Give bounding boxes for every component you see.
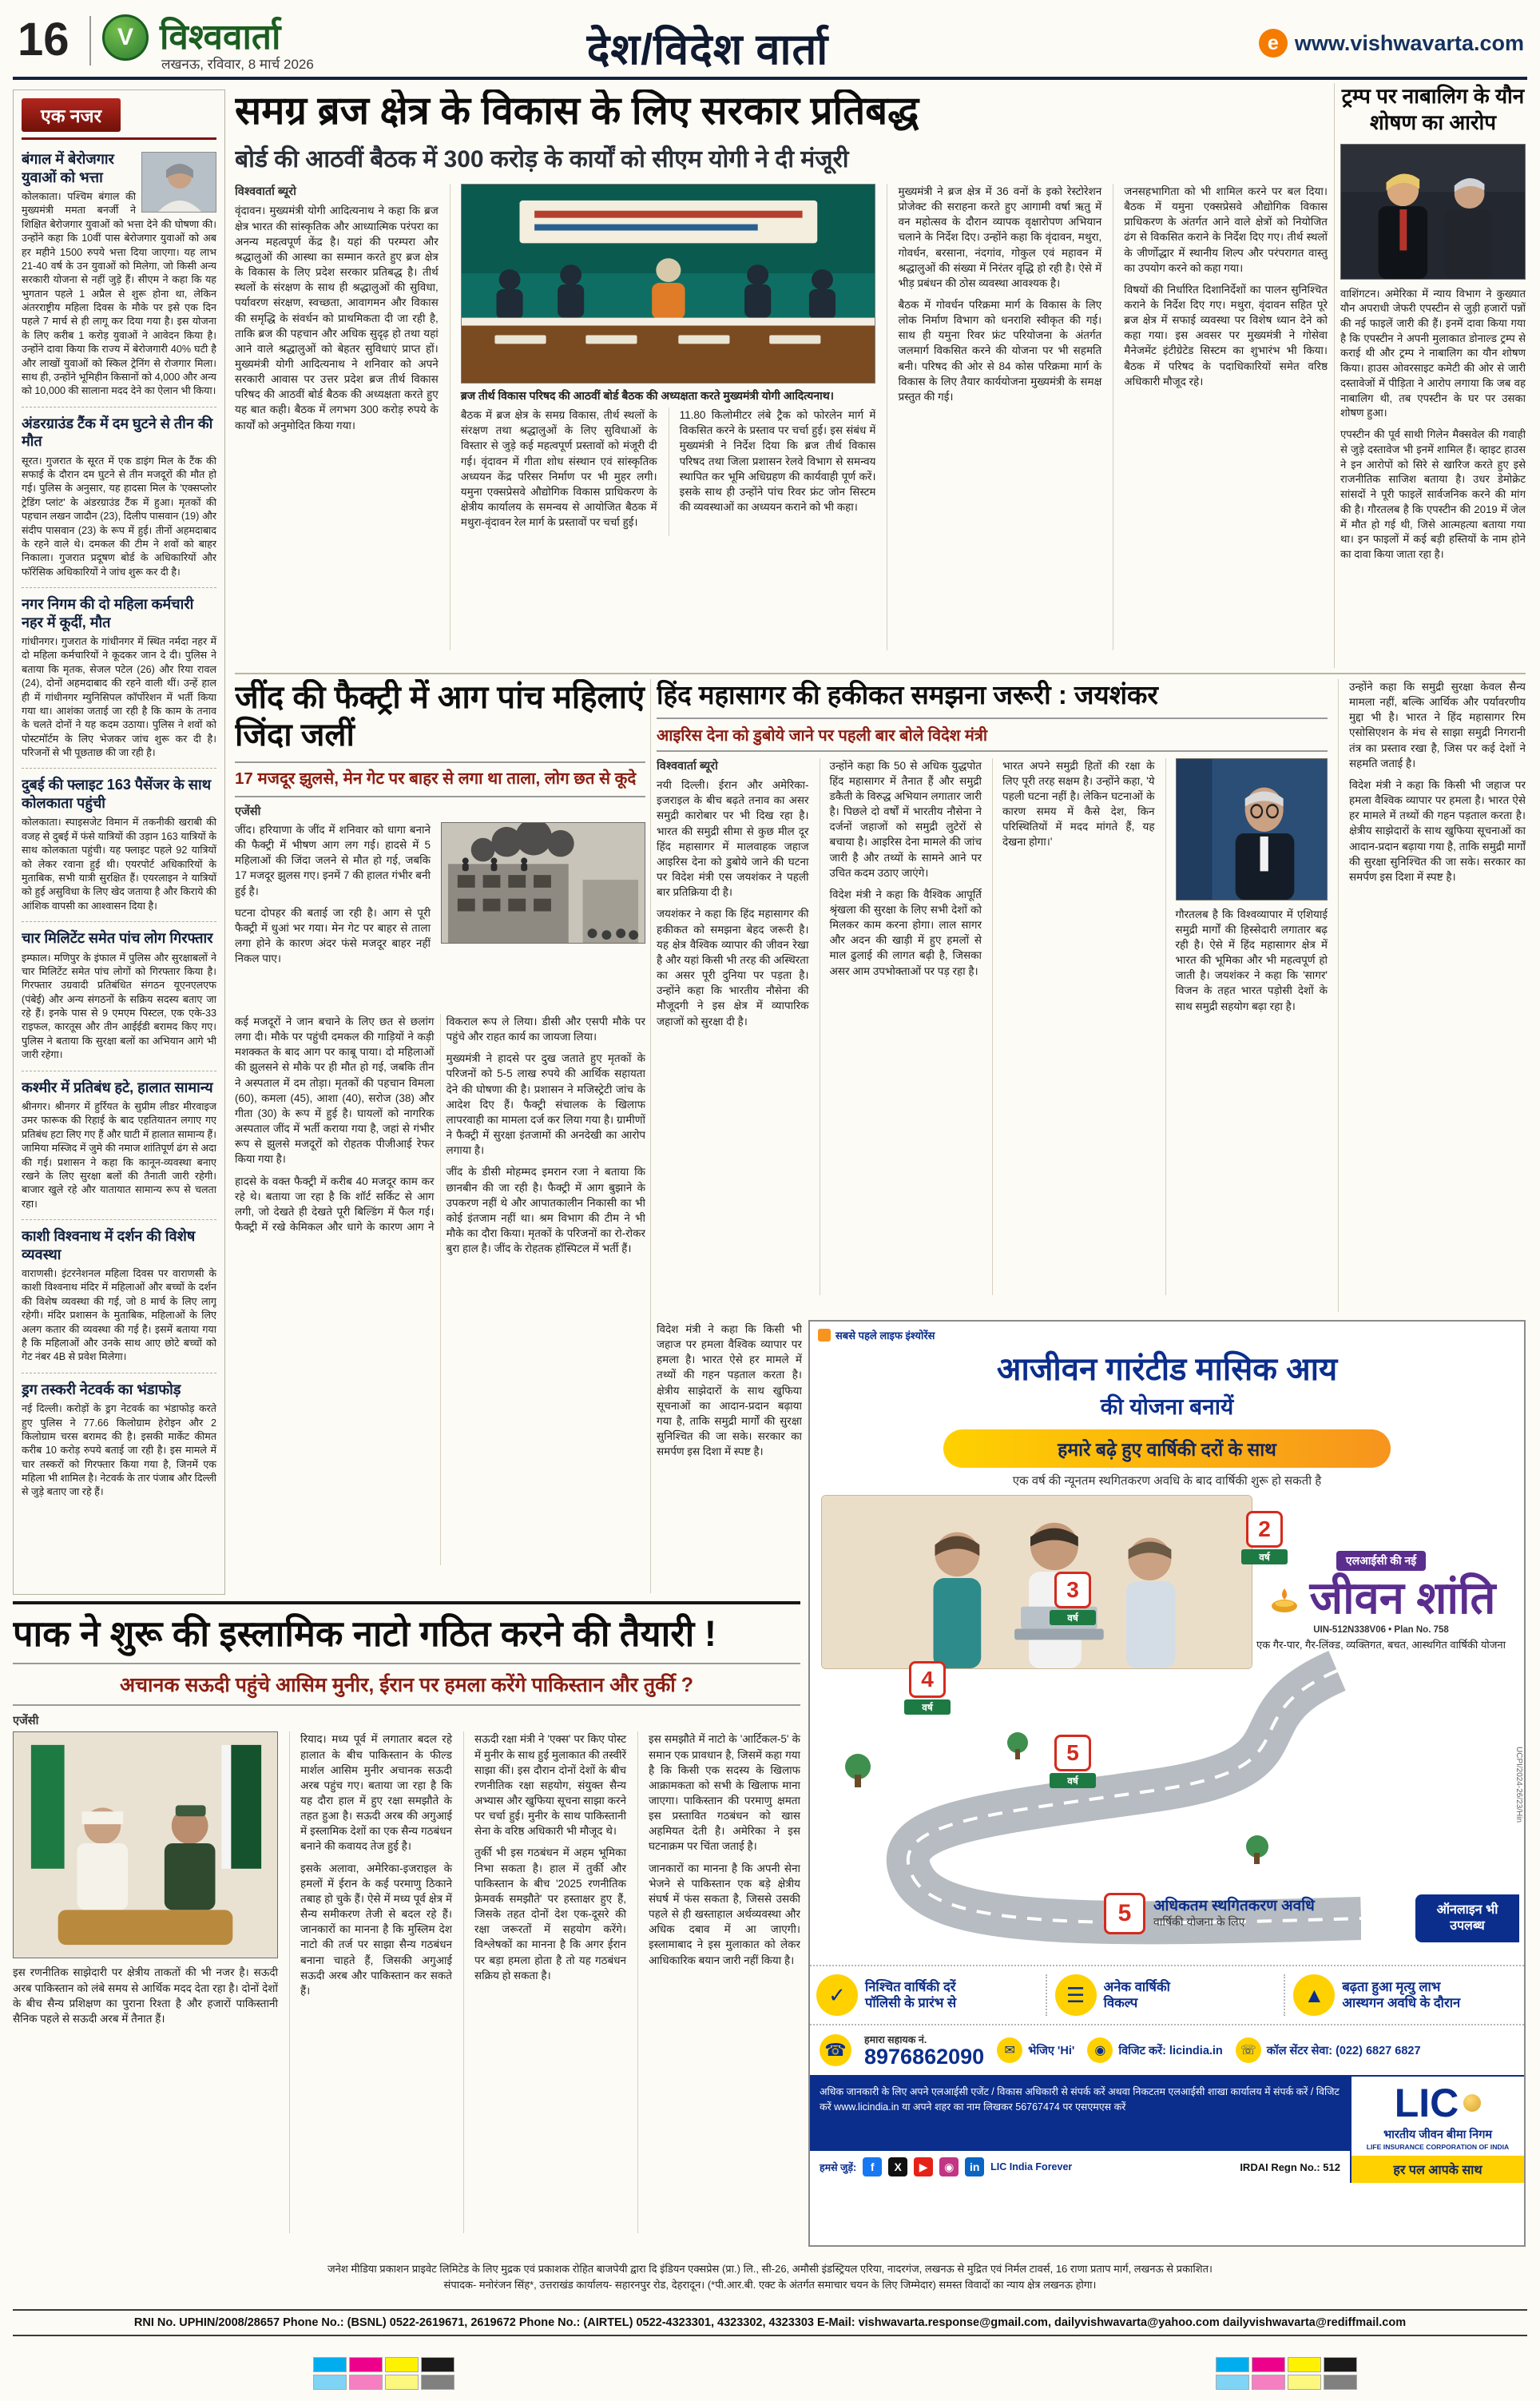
visit-text: विजिट करें: licindia.in xyxy=(1118,2045,1223,2057)
body-text: जींद। हरियाणा के जींद में शनिवार को धागा बनाने की फैक्ट्री में भीषण आग लग गई। हादसे में 5 महिलाओं की जिंदा जलने से मौत हो गई, जबकि 17 मजदूर झुलस गए। इनमें 7 की हालत गंभीर बनी हुई है। xyxy=(235,824,431,897)
article-column xyxy=(887,184,1101,650)
lic-max-deferment xyxy=(1104,1893,1344,1934)
death-benefit-icon: ▲ xyxy=(1293,1974,1335,2016)
one-glance-column xyxy=(13,89,225,1595)
jaishankar-photo xyxy=(1176,758,1328,900)
lic-subnote: एक वर्ष की न्यूनतम स्थगितकरण अवधि के बाद वार्षिकी शुरू हो सकती है xyxy=(1012,1474,1322,1488)
lic-brand-english: LIFE INSURANCE CORPORATION OF INDIA xyxy=(1366,2143,1510,2151)
lic-ad-headline2: की योजना बनायें xyxy=(1100,1394,1234,1419)
byline: विश्ववार्ता ब्यूरो xyxy=(235,185,296,198)
body-text: रियाद। मध्य पूर्व में लगातार बदल रहे हालात के बीच पाकिस्तान के फील्ड मार्शल आसिम मुनीर अचानक सऊदी अरब पहुंच गए। बताया जा रहा है कि यह दौरा हाल में हुए रक्षा समझौते के तहत हुआ है। सऊदी अरब की अगुआई में इस्लामिक देशों का एक सैन्य गठबंधन बनाने की कवायद तेज हुई है। xyxy=(300,1733,452,1853)
brief-body: श्रीनगर। श्रीनगर में हुर्रियत के सुप्रीम लीडर मीरवाइज उमर फारूक की रिहाई के बाद एहतियातन लगाए गए प्रतिबंध हटा लिए गए हैं और घाटी में हालात सामान्य हैं। जामिया मस्जिद में जुमे की नमाज शांतिपूर्ण ढंग से अदा की गई। प्रशासन ने कहा कि कानून-व्यवस्था बनाए रखने के लिए सुरक्षा बलों की तैनाती जारी रहेगी। बाजार खुले रहे और यातायात सामान्य रूप से चलता रहा। xyxy=(22,1101,216,1210)
brief-body: सूरत। गुजरात के सूरत में एक डाइंग मिल के टैंक की सफाई के दौरान दम घुटने से तीन मजदूरों की मौत हो गई। पुलिस के अनुसार, यह हादसा मिल के 'एक्सप्लोर ट्रेडिंग प्लांट' के अंडरग्राउंड टैंक में हुआ। मृतकों की पहचान लखन जादौन (23), दिलीप पासवान (19) और संदीप पासवान (23) के रूप में हुई। तीनों अहमदाबाद के रहने वाले थे। दमकल की टीम ने शवों को बाहर निकाला। गुजरात प्रदूषण बोर्ड के अधिकारियों और फॉरेंसिक अधिकारियों ने जांच शुरू कर दी है। xyxy=(22,455,216,578)
news-brief-item xyxy=(22,143,216,407)
jind-article-columns xyxy=(235,1014,645,1565)
article-column xyxy=(657,758,809,1295)
pak-subheadline: अचानक सऊदी पहुंचे आसिम मुनीर, ईरान पर हमला करेंगे पाकिस्तान और तुर्की ? xyxy=(13,1663,800,1706)
feature-line1: निश्चित वार्षिकी दरें xyxy=(865,1979,956,1994)
pak-nato-article xyxy=(13,1601,800,2248)
website-icon: e xyxy=(1259,29,1288,58)
divider xyxy=(650,679,651,1593)
article-column xyxy=(820,758,982,1295)
lic-ad-footer xyxy=(810,2075,1524,2183)
body-text: सऊदी रक्षा मंत्री ने 'एक्स' पर किए पोस्ट में मुनीर के साथ हुई मुलाकात की तस्वीरें साझा कीं। इस दौरान दोनों देशों के बीच रणनीतिक रक्षा सहयोग, संयुक्त सैन्य अभ्यास और खुफिया सूचना साझा करने पर चर्चा हुई। मुनीर के साथ पाकिस्तानी सेना के वरिष्ठ अधिकारी भी मौजूद थे। xyxy=(474,1733,626,1838)
brief-body: कोलकाता। पश्चिम बंगाल की मुख्यमंत्री ममता बनर्जी ने शिक्षित बेरोजगार युवाओं को भत्ता देने की घोषणा की। उन्होंने कहा कि 10वीं पास बेरोजगार युवाओं को अब हर महीने 1500 रुपये भत्ता दिया जाएगा। यह लाभ 21-40 वर्ष के उन युवाओं को मिलेगा, जो किसी अन्य सरकारी योजना से नहीं जुड़े हैं। सीएम ने कहा कि यह भुगतान पहले 1 अप्रैल से शुरू होना था, लेकिन अंतरराष्ट्रीय महिला दिवस के मौके पर इसे एक दिन पहले 7 मार्च से ही लागू कर दिया गया है। इस योजना के लिए करीब 1 करोड़ युवाओं ने आवेदन किया है। उन्होंने दावा किया कि राज्य में बेरोजगारी 40% घटी है और लाखों युवाओं को स्किल ट्रेनिंग से रोजगार मिला। साथ ही, उन्होंने भूमिहीन किसानों को 4,000 और अन्य को 10,000 की सालाना मदद देने का ऐलान भी किया। xyxy=(22,191,216,397)
sms-icon: ✉ xyxy=(997,2037,1022,2063)
marker-label: वर्ष xyxy=(1241,1549,1288,1564)
feature-line1: बढ़ता हुआ मृत्यु लाभ xyxy=(1342,1979,1441,1994)
irdai-regn: IRDAI Regn No.: 512 xyxy=(1240,2161,1340,2173)
visit-block xyxy=(1087,2037,1222,2063)
lic-features-row xyxy=(810,1965,1524,2025)
jaishankar-subheadline: आइरिस देना को डुबोये जाने पर पहली बार बोले विदेश मंत्री xyxy=(657,718,1328,752)
jaishankar-headline: हिंद महासागर की हकीकत समझना जरूरी : जयशंकर xyxy=(657,680,1158,710)
article-column xyxy=(463,1731,626,2233)
lic-side-code: UCPI/2024-26/23/Hin xyxy=(1514,1746,1523,1823)
diya-lamp-icon xyxy=(1267,1580,1302,1616)
body-text: उन्होंने कहा कि समुद्री सुरक्षा केवल सैन्य मामला नहीं, बल्कि आर्थिक और पर्यावरणीय मुद्दा भी है। भारत ने हिंद महासागर रिम एसोसिएशन के मंच से साझा समुद्री निगरानी तंत्र का प्रस्ताव रखा है, जिस पर कई देशों ने सहमति जताई है। xyxy=(1349,681,1526,769)
call-centre-text: कॉल सेंटर सेवा: (022) 6827 6827 xyxy=(1266,2045,1421,2057)
brief-headline: अंडरग्राउंड टैंक में दम घुटने से तीन की मौत xyxy=(22,415,213,450)
road-year-marker xyxy=(904,1661,951,1715)
article-column xyxy=(461,407,657,536)
lic-product-type: एक गैर-पार, गैर-लिंक्ड, व्यक्तिगत, बचत, आस्थगित वार्षिकी योजना xyxy=(1256,1639,1506,1651)
news-brief-item xyxy=(22,1220,216,1373)
body-text: नयी दिल्ली। ईरान और अमेरिका-इजराइल के बीच बढ़ते तनाव का असर समुद्री कारोबार पर भी दिख रहा है। भारत की समुद्री सीमा से कुछ मील दूर हिंद महासागर में मालवाहक जहाज आइरिस देना को डुबोये जाने की घटना पर विदेश मंत्री एस जयशंकर ने पहली बार प्रतिक्रिया दी है। xyxy=(657,779,809,899)
article-photo-column xyxy=(450,184,876,650)
byline: एजेंसी xyxy=(13,1715,39,1728)
fixed-rates-icon: ✓ xyxy=(816,1974,858,2016)
call-centre-block xyxy=(1236,2037,1421,2063)
body-text: इस रणनीतिक साझेदारी पर क्षेत्रीय ताकतों की भी नजर है। सऊदी अरब पाकिस्तान को लंबे समय से आर्थिक मदद देता रहा है। दोनों देशों के बीच सैन्य प्रशिक्षण का पुराना रिश्ता है और हजारों पाकिस्तानी सैनिक पहले से सऊदी अरब में तैनात हैं। xyxy=(13,1966,278,2025)
edition-dateline: लखनऊ, रविवार, 8 मार्च 2026 xyxy=(161,57,314,72)
divider xyxy=(1334,83,1335,668)
article-photo-column xyxy=(13,1731,278,2233)
brief-headline: चार मिलिटेंट समेत पांच लोग गिरफ्तार xyxy=(22,930,213,946)
one-glance-title: एक नजर xyxy=(22,98,121,132)
lic-advertisement xyxy=(808,1320,1526,2247)
body-text: इसके अलावा, अमेरिका-इजराइल के हमलों में ईरान के कई परमाणु ठिकाने तबाह हो चुके हैं। ऐसे में मध्य पूर्व क्षेत्र में सैन्य समीकरण तेजी से बदल रहे हैं। जानकारों का मानना है कि मुस्लिम देश नाटो की तर्ज पर साझा सैन्य गठबंधन बनाना चाहते हैं, जिसकी अगुआई सऊदी अरब और पाकिस्तान कर सकते हैं। xyxy=(300,1862,452,1997)
article-column xyxy=(1338,679,1526,1312)
max-deferment-line2: वार्षिकी योजना के लिए xyxy=(1153,1915,1245,1929)
lic-campaign-badge xyxy=(818,1328,935,1342)
feature-line2: पॉलिसी के प्रारंभ से xyxy=(865,1996,957,2010)
news-brief-item xyxy=(22,1071,216,1221)
lic-contact-row xyxy=(810,2025,1524,2075)
body-text: एपस्टीन की पूर्व साथी गिलेन मैक्सवेल की गवाही से जुड़े दस्तावेज भी इनमें शामिल हैं। व्हाइट हाउस ने इन आरोपों को सिरे से खारिज करते हुए इसे राजनीतिक साजिश बताया है। उधर डेमोक्रेट सांसदों ने पूरी फाइलें सार्वजनिक करने की मांग की है। गौरतलब है कि एपस्टीन की 2019 में जेल में मौत हो गई थी, जिसे आत्महत्या बताया गया था। इन फाइलों में कई बड़ी हस्तियों के नाम होने का दावा किया जाता रहा है। xyxy=(1340,428,1526,561)
brief-headline: ड्रग तस्करी नेटवर्क का भंडाफोड़ xyxy=(22,1381,181,1397)
article-column xyxy=(1113,184,1328,650)
sms-text: भेजिए 'Hi' xyxy=(1028,2045,1075,2057)
body-text: जयशंकर ने कहा कि हिंद महासागर की हकीकत को समझना बेहद जरूरी है। यह क्षेत्र वैश्विक व्यापार की जीवन रेखा है और यहां किसी भी तरह की अस्थिरता का असर पूरी दुनिया पर पड़ता है। उन्होंने कहा कि भारतीय नौसेना की मौजूदगी ने इस क्षेत्र में व्यापारिक जहाजों को सुरक्षा दी है। xyxy=(657,908,809,1028)
phone-icon: ☎ xyxy=(820,2034,851,2066)
body-text: जानकारों का मानना है कि अपनी सेना भेजने से पाकिस्तान एक बड़े क्षेत्रीय संघर्ष में फंस सकता है, जिससे उसकी पहले से ही खस्ताहाल अर्थव्यवस्था और अधिक दबाव में आ जाएगी। इस्लामाबाद ने इस मुलाकात को लेकर आधिकारिक बयान जारी नहीं किया है। xyxy=(649,1862,800,1966)
main-headline: समग्र ब्रज क्षेत्र के विकास के लिए सरकार प्रतिबद्ध xyxy=(235,89,919,133)
main-article-photo xyxy=(461,184,876,384)
photo-caption: ब्रज तीर्थ विकास परिषद की आठवीं बोर्ड बैठक की अध्यक्षता करते मुख्यमंत्री योगी आदित्यनाथ। xyxy=(460,388,834,402)
page-number: 16 xyxy=(18,14,69,66)
jaishankar-article-main xyxy=(657,679,1328,1312)
lic-online-ribbon: ऑनलाइन भी उपलब्ध xyxy=(1415,1894,1519,1942)
news-brief-item xyxy=(22,407,216,588)
lic-family-photo xyxy=(821,1495,1252,1669)
body-text: मुख्यमंत्री ने ब्रज क्षेत्र में 36 वनों के इको रेस्टोरेशन प्रोजेक्ट की सराहना करते हुए आगामी वर्षा ऋतु में वन महोत्सव के दौरान व्यापक वृक्षारोपण अभियान चलाने के निर्देश दिए। उन्होंने कहा कि वृंदावन, मथुरा, गोवर्धन, बरसाना, नंदगांव, गोकुल एवं महावन में श्रद्धालुओं की संख्या में निरंतर वृद्धि हो रही है। ऐसे में भीड़ प्रबंधन की ठोस व्यवस्था आवश्यक है। xyxy=(898,185,1102,289)
body-text: वाशिंगटन। अमेरिका में न्याय विभाग ने कुख्यात यौन अपराधी जेफरी एपस्टीन से जुड़ी हजारों पन्नों की नई फाइलें जारी की हैं। इनमें दावा किया गया है कि एपस्टीन ने अपनी मुलाकात डोनाल्ड ट्रम्प से कराई थी और ट्रम्प ने नाबालिग का यौन शोषण किया। हाउस ओवरसाइट कमेटी की ओर से जारी दस्तावेजों में पीड़िता ने आरोप लगाया कि जब वह नाबालिग थी, तब एपस्टीन के घर पर उसका शोषण हुआ। xyxy=(1340,287,1526,419)
brief-headline: नगर निगम की दो महिला कर्मचारी नहर में कूदीं, मौत xyxy=(22,596,194,630)
helpline-block xyxy=(864,2033,984,2068)
brief-body: इम्फाल। मणिपुर के इंफाल में पुलिस और सुरक्षाबलों ने चार मिलिटेंट समेत पांच लोगों को गिरफ्तार किया है। गिरफ्तार उग्रवादी प्रतिबंधित संगठन यूएनएलएफ (पंबेई) और अन्य संगठनों के सक्रिय सदस्य बताए जा रहे हैं। इनके पास से 9 एमएम पिस्टल, एक एके-33 राइफल, कारतूस और तीन आईईडी बरामद किए गए। पुलिस ने बताया कि सुरक्षा बलों का अभियान आगे भी जारी रहेगा। xyxy=(22,952,216,1061)
lic-brand-hindi: भारतीय जीवन बीमा निगम xyxy=(1383,2129,1493,2141)
body-text: जींद के डीसी मोहम्मद इमरान रजा ने बताया कि छानबीन की जा रही है। फैक्ट्री में आग बुझाने के उपकरण नहीं थे और आपातकालीन निकासी का भी कोई इंतजाम नहीं था। श्रम विभाग की टीम ने भी मौके का दौरा किया। मृतकों के परिजनों का रो-रोकर बुरा हाल है। जींद के रोहतक हॉस्पिटल में भर्ती हैं। xyxy=(446,1166,645,1255)
social-handle: LIC India Forever xyxy=(990,2161,1073,2172)
body-text: इस समझौते में नाटो के 'आर्टिकल-5' के समान एक प्रावधान है, जिसमें कहा गया है कि किसी एक सदस्य के खिलाफ आक्रामकता को सभी के खिलाफ माना जाएगा। पाकिस्तान की परमाणु क्षमता इस प्रस्तावित गठबंधन को खास अहमियत देती है। अमेरिका ने इस घटनाक्रम पर चिंता जताई है। xyxy=(649,1733,800,1853)
lic-product-name: जीवन शांति xyxy=(1309,1572,1496,1623)
divider xyxy=(22,137,216,140)
x-twitter-icon: X xyxy=(888,2157,907,2176)
body-text: मुख्यमंत्री ने हादसे पर दुख जताते हुए मृतकों के परिजनों को 5-5 लाख रुपये की आर्थिक सहायता देने की घोषणा की है। प्रशासन ने मजिस्ट्रेटी जांच के आदेश दिए हैं। फैक्ट्री संचालक के खिलाफ लापरवाही का मामला दर्ज कर लिया गया है। ग्रामीणों ने फैक्ट्री में सुरक्षा इंतजामों की अनदेखी का आरोप लगाया है। xyxy=(446,1052,645,1157)
brief-headline: बंगाल में बेरोजगार युवाओं को भत्ता xyxy=(22,151,114,185)
lic-tagline: हर पल आपके साथ xyxy=(1351,2156,1524,2183)
feature-line1: अनेक वार्षिकी xyxy=(1103,1979,1170,1994)
body-text: भारत अपने समुद्री हितों की रक्षा के लिए पूरी तरह सक्षम है। उन्होंने कहा, 'ये पहली घटना नहीं है। लेकिन घटनाओं के कारण समय में कैसे देश, किन परिस्थितियों में मदद मांगते हैं, यह देखना होगा।' xyxy=(1002,759,1155,849)
imprint-line2: संपादक- मनोरंजन सिंह*, उत्तराखंड कार्यालय- सहारनपुर रोड, देहरादून। (*पी.आर.बी. एक्ट के अंतर्गत समाचार चयन के लिए जिम्मेदार) समस्त विवादों का न्याय क्षेत्र लखनऊ होगा। xyxy=(443,2279,1097,2292)
lic-rates-banner: हमारे बढ़े हुए वार्षिकी दरों के साथ xyxy=(943,1429,1391,1468)
main-subheadline: बोर्ड की आठवीं बैठक में 300 करोड़ के कार्यों को सीएम योगी ने दी मंजूरी xyxy=(235,145,849,173)
article-photo-column xyxy=(1165,758,1328,1295)
jind-factory-fire-photo xyxy=(441,822,645,944)
road-year-marker xyxy=(1050,1572,1096,1625)
feature-line2: आस्थगन अवधि के दौरान xyxy=(1342,1996,1461,2010)
website-globe-icon: ◉ xyxy=(1087,2037,1113,2063)
follow-label: हमसे जुड़ें: xyxy=(820,2161,857,2173)
jind-headline: जींद की फैक्ट्री में आग पांच महिलाएं जिंदा जलीं xyxy=(235,680,645,753)
masthead-title: विश्ववार्ता xyxy=(160,18,281,57)
divider xyxy=(235,673,1526,674)
article-column xyxy=(637,1731,800,2233)
body-text: गौरतलब है कि विश्वव्यापार में एशियाई समुद्री मार्गों की हिस्सेदारी लगातार बढ़ रही है। ऐसे में हिंद महासागर क्षेत्र में भारत की भूमिका और भी महत्वपूर्ण हो जाती है। जयशंकर ने कहा कि 'सागर' विजन के तहत भारत पड़ोसी देशों के साथ समुद्री सहयोग बढ़ा रहा है। xyxy=(1175,908,1328,1012)
lic-info-line: अधिक जानकारी के लिए अपने एलआईसी एजेंट / विकास अधिकारी से संपर्क करें अथवा निकटतम एलआईसी शाखा कार्यालय में संपर्क करें / विजिट करें www.licindia.in या अपने शहर का नाम लिखकर 56767474 पर एसएमएस करें xyxy=(810,2077,1350,2151)
marker-label: वर्ष xyxy=(1050,1610,1096,1625)
news-brief-item xyxy=(22,1373,216,1508)
lic-product-row xyxy=(1249,1572,1513,1623)
lic-product-pre: एलआईसी की नई xyxy=(1336,1551,1426,1571)
lic-logo-box xyxy=(1350,2077,1524,2183)
brief-body: वाराणसी। इंटरनेशनल महिला दिवस पर वाराणसी के काशी विश्वनाथ मंदिर में महिलाओं और बच्चों के दर्शन की विशेष व्यवस्था की गई, जो 8 मार्च के लिए लागू रहेगी। मंदिर प्रशासन के मुताबिक, महिलाओं के लिए अलग कतार की व्यवस्था की गई है। इसमें बताया गया है कि महिलाओं और उनके साथ आए छोटे बच्चों को गेट नंबर 4B से प्रवेश मिलेगा। xyxy=(22,1268,216,1363)
body-text: बैठक में ब्रज क्षेत्र के समग्र विकास, तीर्थ स्थलों के संरक्षण तथा श्रद्धालुओं के लिए सुविधाओं के विस्तार से जुड़े कई महत्वपूर्ण प्रस्तावों को मंजूरी दी गई। वृंदावन में गीता शोध संस्थान एवं सांस्कृतिक अध्ययन केंद्र परिसर निर्माण पर भी मुहर लगी। यमुना एक्सप्रेसवे औद्योगिक विकास प्राधिकरण के क्षेत्रीय कार्यालय के समन्वय से आयोजित बैठक में मथुरा-वृंदावन रेल मार्ग के प्रस्तावों पर चर्चा हुई। xyxy=(460,409,657,529)
website-url xyxy=(1259,29,1524,58)
page-header xyxy=(13,6,1527,80)
lic-feature xyxy=(1046,1974,1280,2016)
brief-headline: कश्मीर में प्रतिबंध हटे, हालात सामान्य xyxy=(22,1079,213,1095)
imprint-lines xyxy=(13,2261,1527,2293)
print-registration-marks-left xyxy=(313,2357,454,2390)
brief-headline: काशी विश्वनाथ में दर्शन की विशेष व्यवस्था xyxy=(22,1228,196,1262)
mamata-banerjee-photo xyxy=(141,152,216,213)
article-column xyxy=(235,184,439,650)
article-column xyxy=(289,1731,452,2233)
masthead-logo-letter: V xyxy=(117,24,133,50)
jind-lead-row xyxy=(235,822,645,1008)
marker-number: 5 xyxy=(1054,1735,1091,1771)
feature-text xyxy=(1104,1979,1170,2011)
call-centre-icon: ☏ xyxy=(1236,2037,1261,2063)
website-text: www.vishwavarta.com xyxy=(1294,30,1524,55)
instagram-icon: ◉ xyxy=(939,2157,959,2176)
lic-footer-left xyxy=(810,2077,1350,2183)
max-deferment-line1: अधिकतम स्थगितकरण अवधि xyxy=(1153,1897,1315,1914)
body-text: विदेश मंत्री ने कहा कि किसी भी जहाज पर हमला वैश्विक व्यापार पर हमला है। भारत ऐसे हर मामले में तथ्यों की गहन पड़ताल करता है। क्षेत्रीय साझेदारों के साथ खुफिया सूचनाओं का आदान-प्रदान बढ़ाया गया है, ताकि समुद्री मार्गों की सुरक्षा सुनिश्चित की जा सके। सरकार का समर्पण इस दिशा में स्पष्ट है। xyxy=(657,1323,802,1458)
imprint-line1: जनेश मीडिया प्रकाशन प्राइवेट लिमिटेड के लिए मुद्रक एवं प्रकाशक रोहित बाजपेयी द्वारा दि इंडियन एक्सप्रेस (प्रा.) लि., सी-26, अमौसी इंडस्ट्रियल एरिया, नादरगंज, लखनऊ से मुद्रित एवं निर्मल टावर्स, 16 राणा प्रताप मार्ग, लखनऊ से प्रकाशित। xyxy=(327,2263,1213,2275)
masthead-logo-icon xyxy=(102,14,149,61)
lic-campaign-icon xyxy=(818,1329,831,1342)
max-deferment-labels xyxy=(1153,1898,1315,1930)
lic-product-panel xyxy=(1249,1551,1513,1652)
body-text: 11.80 किलोमीटर लंबे ट्रैक को फोरलेन मार्ग में विकसित करने के प्रस्ताव पर चर्चा हुई। इस संबंध में मुख्यमंत्री ने निर्देश दिया कि ब्रज तीर्थ विकास परिषद तथा जिला प्रशासन रेलवे विभाग से समन्वय स्थापित कर भूमि अधिग्रहण की कार्यवाही पूर्ण करें। इसके साथ ही उन्होंने पांच रिवर फ्रंट जोन सिस्टम की व्यवस्थाओं का अध्ययन कराने को भी कहा। xyxy=(679,409,876,513)
max-deferment-number: 5 xyxy=(1104,1893,1145,1934)
body-text: तुर्की भी इस गठबंधन में अहम भूमिका निभा सकता है। हाल में तुर्की और पाकिस्तान के बीच '2025 रणनीतिक फ्रेमवर्क समझौते' पर हस्ताक्षर हुए हैं, जिसके तहत दोनों देश एक-दूसरे की रक्षा जरूरतों में सहयोग करेंगे। विश्लेषकों का मानना है कि अगर ईरान पर बड़ा हमला होता है तो यह गठबंधन सक्रिय हो सकता है। xyxy=(474,1846,626,1982)
lic-logo xyxy=(1395,2083,1482,2123)
trump-headline: ट्रम्प पर नाबालिग के यौन शोषण का आरोप xyxy=(1341,84,1525,135)
news-brief-item xyxy=(22,769,216,922)
news-brief-item xyxy=(22,588,216,769)
body-text: हादसे के वक्त फैक्ट्री में करीब 40 मजदूर काम कर रहे थे। बताया जा रहा है कि शॉर्ट सर्किट से आग लगी, जो देखते ही देखते पूरी बिल्डिंग में फैल गई। फैक्ट्री में रखे केमिकल और धागे के कारण आग ने विकराल रूप ले लिया। डीसी और एसपी मौके पर पहुंचे और राहत कार्य का जायजा लिया। xyxy=(235,1016,645,1234)
brief-body: नई दिल्ली। करोड़ों के ड्रग नेटवर्क का भंडाफोड़ करते हुए पुलिस ने 77.66 किलोग्राम हेरोइन और 2 किलोग्राम चरस बरामद की है। इसकी मार्केट कीमत करीब 10 करोड़ रुपये बताई जा रही है। इस मामले में चार तस्करों को गिरफ्तार किया गया है, जिनमें एक महिला भी शामिल है। नेटवर्क के तार पंजाब और दिल्ली से जुड़े बताए जा रहे हैं। xyxy=(22,1403,216,1498)
lic-emblem-icon xyxy=(1463,2094,1481,2112)
marker-number: 3 xyxy=(1054,1572,1091,1608)
lic-ad-headline: आजीवन गारंटीड मासिक आय xyxy=(996,1352,1338,1387)
youtube-icon: ▶ xyxy=(914,2157,933,2176)
print-registration-marks-right xyxy=(1216,2357,1357,2390)
jind-fire-article xyxy=(235,679,645,1593)
helpline-number: 8976862090 xyxy=(864,2045,985,2069)
body-text: वृंदावन। मुख्यमंत्री योगी आदित्यनाथ ने कहा कि ब्रज क्षेत्र भारत की सांस्कृतिक और आध्यात्मिक परंपरा का अनन्य महत्वपूर्ण केंद्र है। यहां की परम्परा और श्रद्धालुओं की आस्था का सम्मान करते हुए ब्रज क्षेत्र के विकास के लिए प्रदेश सरकार प्रतिबद्ध है। तीर्थ स्थलों के संरक्षण के साथ ही श्रद्धालुओं की सुविधा, पर्यावरण संरक्षण, स्वच्छता, आवागमन और विकास की समृद्धि के संवर्धन को प्राथमिकता दी जा रही है, ताकि ब्रज की पहचान और अधिक सुदृढ़ हो तथा यहां आने वाले श्रद्धालुओं को बेहतर सुविधाएं प्राप्त हों। मुख्यमंत्री योगी आदित्यनाथ ने शनिवार को अपने सरकारी आवास पर उत्तर प्रदेश ब्रज तीर्थ विकास परिषद की आठवीं बोर्ड बैठक की अध्यक्षता करते हुए यह बात कही। बैठक में लगभग 300 करोड़ रुपये के कार्यों को अनुमोदित किया गया। xyxy=(235,205,439,431)
body-text: बैठक में गोवर्धन परिक्रमा मार्ग के विकास के लिए लोक निर्माण विभाग को धनराशि स्वीकृत की गई। साथ ही यमुना रिवर फ्रंट परियोजना के अंतर्गत जलमार्ग विकसित करने की योजना पर भी सहमति बनी। परिषद की ओर से 84 कोस परिक्रमा मार्ग के विकास के लिए तैयार कार्ययोजना मुख्यमंत्री के समक्ष प्रस्तुत की गई। xyxy=(898,298,1102,403)
sms-block xyxy=(997,2037,1074,2063)
marker-number: 2 xyxy=(1246,1511,1283,1548)
main-article xyxy=(235,89,1328,668)
rni-contact-line: RNI No. UPHIN/2008/28657 Phone No.: (BSNL) 0522-2619671, 2619672 Phone No.: (AIRTEL) 0522-4323301, 4323302, 4323303 E-Mail: vishwavarta.response@gmail.com, dailyvishwavarta@yahoo.com dailyvishwavarta@rediffmail.com xyxy=(13,2309,1527,2336)
body-text: विदेश मंत्री ने कहा कि वैश्विक आपूर्ति श्रृंखला की सुरक्षा के लिए सभी देशों को मिलकर काम करना होगा। लाल सागर और अदन की खाड़ी में हुए हमलों से माल ढुलाई की लागत बढ़ी है, जिसका असर आम उपभोक्ताओं पर पड़ रहा है। xyxy=(829,888,982,977)
marker-label: वर्ष xyxy=(904,1699,951,1715)
article-column xyxy=(669,407,876,536)
lic-logo-text: LIC xyxy=(1394,2081,1459,2125)
brief-body: गांधीनगर। गुजरात के गांधीनगर में स्थित नर्मदा नहर में दो महिला कर्मचारियों ने कूदकर जान दे दी। पुलिस ने बताया कि मृतक, सेजल पटेल (26) और रिया रावल (24), दोनों अहमदाबाद की रहने वाली थीं। उन्हें हाल ही में गांधीनगर म्युनिसिपल कॉर्पोरेशन में भर्ती किया गया था। आशंका जताई जा रही है कि काम के तनाव के चलते दोनों ने यह कदम उठाया। पुलिस ने शवों को पोस्टमॉर्टम के लिए भेजकर जांच शुरू कर दी है। परिजनों से भी पूछताछ की जा रही है। xyxy=(22,636,216,758)
news-brief-item xyxy=(22,922,216,1071)
lic-ad-visual xyxy=(810,1495,1524,1965)
body-text: उन्होंने कहा कि 50 से अधिक युद्धपोत हिंद महासागर में तैनात हैं और समुद्री डकैती के विरुद्ध अभियान लगातार जारी है। पिछले दो वर्षों में भारतीय नौसेना ने दर्जनों जहाजों को समुद्री लुटेरों से बचाया है। आइरिस देना मामले की जांच जारी है और तथ्यों के सामने आने पर उचित कदम उठाए जाएंगे। xyxy=(829,759,982,879)
linkedin-icon: in xyxy=(965,2157,984,2176)
pak-article-columns xyxy=(13,1731,800,2233)
feature-text xyxy=(1342,1979,1460,2011)
feature-line2: विकल्प xyxy=(1103,1996,1138,2010)
body-text: विषयों की निर्धारित दिशानिर्देशों का पालन सुनिश्चित कराने के निर्देश दिए गए। मथुरा, वृंदावन सहित पूरे ब्रज क्षेत्र में सफाई व्यवस्था पर विशेष ध्यान देने को कहा गया। इस अवसर पर मुख्यमंत्री ने गोसेवा मैनेजमेंट इंटीग्रेटेड सिस्टम का शुभारंभ भी किया। बैठक में परिषद के पदाधिकारियों समेत वरिष्ठ अधिकारी मौजूद रहे। xyxy=(1124,283,1328,388)
article-continuation-column xyxy=(657,1322,802,1596)
article-column xyxy=(235,822,431,1008)
trump-article-body xyxy=(1340,287,1526,562)
facebook-icon: f xyxy=(863,2157,882,2176)
divider xyxy=(89,16,91,66)
article-subcolumns xyxy=(461,407,876,536)
lic-campaign-text: सबसे पहले लाइफ इंश्योरेंस xyxy=(835,1330,935,1342)
lic-uin: UIN-512N338V06 • Plan No. 758 xyxy=(1313,1625,1449,1635)
trump-epstein-photo xyxy=(1340,144,1526,280)
marker-label: वर्ष xyxy=(1050,1773,1096,1788)
section-title: देश/विदेश वार्ता xyxy=(586,26,829,74)
lic-feature xyxy=(816,1974,1041,2016)
article-column xyxy=(992,758,1155,1295)
brief-headline: दुबई की फ्लाइट 163 पैसेंजर के साथ कोलकाता पहुंची xyxy=(22,777,212,811)
road-year-marker xyxy=(1050,1735,1096,1788)
pak-headline: पाक ने शुरू की इस्लामिक नाटो गठित करने की तैयारी ! xyxy=(13,1613,716,1654)
feature-text xyxy=(865,1979,956,2011)
marker-number: 4 xyxy=(909,1661,946,1698)
lic-social-row xyxy=(810,2151,1350,2183)
main-article-columns xyxy=(235,184,1328,650)
byline: एजेंसी xyxy=(235,805,261,819)
byline: विश्ववार्ता ब्यूरो xyxy=(657,759,718,773)
body-text: विदेश मंत्री ने कहा कि किसी भी जहाज पर हमला वैश्विक व्यापार पर हमला है। भारत ऐसे हर मामले में तथ्यों की गहन पड़ताल करता है। क्षेत्रीय साझेदारों के साथ खुफिया सूचनाओं का आदान-प्रदान बढ़ाया गया है, ताकि समुद्री मार्गों की सुरक्षा सुनिश्चित की जा सके। सरकार का समर्पण इस दिशा में स्पष्ट है। xyxy=(1349,778,1526,883)
munir-saudi-meeting-photo xyxy=(13,1731,278,1958)
body-text: घटना दोपहर की बताई जा रही है। आग से पूरी फैक्ट्री में धुआं भर गया। मेन गेट पर बाहर से ताला लगा होने के कारण अंदर फंसे मजदूर बाहर नहीं निकल पाए। xyxy=(235,906,431,965)
body-text: जनसहभागिता को भी शामिल करने पर बल दिया। बैठक में यमुना एक्सप्रेसवे औद्योगिक विकास प्राधिकरण के अंतर्गत आने वाले क्षेत्रों को नियोजित ढंग से विकसित कराने के निर्देश दिए गए। तीर्थ स्थलों के जीर्णोद्धार में स्थानीय शिल्प और परंपरागत वास्तु का उपयोग करने को कहा गया। xyxy=(1124,185,1328,274)
jaishankar-columns xyxy=(657,758,1328,1295)
lic-feature xyxy=(1284,1974,1518,2016)
brief-body: कोलकाता। स्पाइसजेट विमान में तकनीकी खराबी की वजह से दुबई में फंसे यात्रियों की उड़ान 163 यात्रियों के साथ कोलकाता पहुंची। यह फ्लाइट पहले 92 यात्रियों को लेकर रवाना हुई थी। एयरपोर्ट अधिकारियों के मुताबिक, सभी यात्री सुरक्षित हैं। एयरलाइन ने यात्रियों को हुई असुविधा के लिए खेद जताया है और किराये की आंशिक वापसी का आश्वासन दिया है। xyxy=(22,817,216,912)
helpline-label: हमारा सहायक नं. xyxy=(864,2034,927,2045)
annuity-options-icon: ☰ xyxy=(1055,1974,1097,2016)
jind-subheadline: 17 मजदूर झुलसे, मेन गेट पर बाहर से लगा था ताला, लोग छत से कूदे xyxy=(235,761,645,797)
trump-article xyxy=(1340,83,1526,668)
body-text: कई मजदूरों ने जान बचाने के लिए छत से छलांग लगा दी। मौके पर पहुंची दमकल की गाड़ियों ने कड़ी मशक्कत के बाद आग पर काबू पाया। दो महिलाओं की झुलसने से मौके पर ही मौत हो गई, जबकि तीन ने अस्पताल में दम तोड़ा। मृतकों की पहचान विमला (60), कमला (45), आशा (40), सरोज (38) और गीता (30) के रूप में हुई है। घायलों को नागरिक अस्पताल जींद में भर्ती कराया गया है, जहां से गंभीर रूप से झुलसे मजदूरों को रोहतक पीजीआई रेफर किया गया है। xyxy=(235,1016,435,1166)
